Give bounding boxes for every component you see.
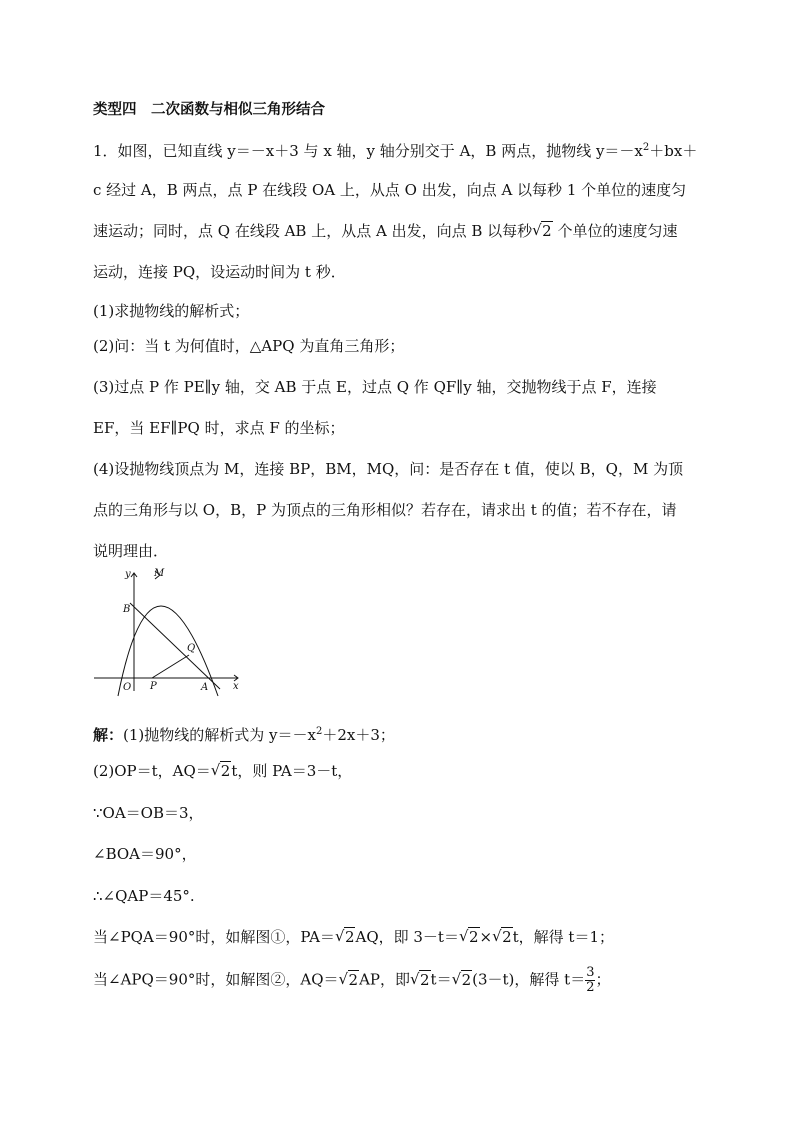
label-a: A xyxy=(201,682,209,693)
text: AP，即 xyxy=(359,970,410,989)
radicand: 2 xyxy=(420,970,430,989)
question-4-line-1: (4)设抛物线顶点为 M，连接 BP，BM，MQ，问：是否存在 t 值，使以 B，Q，M 为顶 xyxy=(93,460,684,478)
label-p: P xyxy=(150,681,157,692)
label-y: y xyxy=(125,569,131,580)
question-1: (1)求抛物线的解析式； xyxy=(93,302,250,320)
sqrt xyxy=(452,967,473,993)
radicand: 2 xyxy=(461,970,472,989)
section-heading: 类型四 二次函数与相似三角形结合 xyxy=(93,102,325,118)
sqrt xyxy=(410,967,431,993)
text: t，则 PA＝3－t， xyxy=(231,762,353,780)
question-3-line-1: (3)过点 P 作 PE∥y 轴，交 AB 于点 E，过点 Q 作 QF∥y 轴，交抛物线于点 F，连接 xyxy=(93,378,657,396)
text: (2)OP＝t，AQ＝ xyxy=(93,762,211,780)
question-4-line-3: 说明理由． xyxy=(93,542,169,560)
label-o: O xyxy=(123,682,132,693)
question-4-line-2: 点的三角形与以 O，B，P 为顶点的三角形相似？若存在，请求出 t 的值；若不存在，请 xyxy=(93,501,677,519)
solution-line-3: ∵OA＝OB＝3， xyxy=(93,804,204,822)
question-2: (2)问：当 t 为何值时，△APQ 为直角三角形； xyxy=(93,337,405,355)
solution-label: 解： xyxy=(93,726,124,744)
text: t，解得 t＝1； xyxy=(512,928,615,946)
text: (3－t)，解得 t＝ xyxy=(472,970,586,989)
radicand: 2 xyxy=(502,928,512,946)
text: AQ，即 3－t＝ xyxy=(355,928,459,946)
label-m: M xyxy=(154,568,165,579)
fraction xyxy=(585,966,595,995)
radicand: 2 xyxy=(542,222,552,240)
superscript: 2 xyxy=(315,726,323,737)
problem-line-3 xyxy=(93,221,677,241)
solution-line-7 xyxy=(93,966,611,995)
line-ab xyxy=(130,603,220,689)
text: t＝ xyxy=(430,970,452,989)
label-q: Q xyxy=(187,643,196,654)
solution-line-5: ∴∠QAP＝45°. xyxy=(93,887,195,905)
radicand: 2 xyxy=(344,928,355,946)
sqrt xyxy=(339,967,360,993)
text: 速运动；同时，点 Q 在线段 AB 上，从点 A 出发，向点 B 以每秒 xyxy=(93,222,533,240)
superscript: 2 xyxy=(642,142,650,153)
solution-line-2 xyxy=(93,761,352,781)
text: ； xyxy=(595,970,611,989)
text: 当∠APQ＝90°时，如解图②，AQ＝ xyxy=(93,970,339,989)
problem-line-2: c 经过 A，B 两点，点 P 在线段 OA 上，从点 O 出发，向点 A 以每秒 1 个单位的速度匀 xyxy=(93,181,687,199)
numerator: 3 xyxy=(586,965,595,980)
text: ＋bx＋ xyxy=(649,142,698,160)
sqrt xyxy=(211,761,232,781)
text: 1．如图，已知直线 y＝－x＋3 与 x 轴，y 轴分别交于 A，B 两点，抛物线 y＝－x xyxy=(93,142,643,160)
text: × xyxy=(479,928,493,946)
problem-line-4: 运动，连接 PQ，设运动时间为 t 秒． xyxy=(93,263,346,281)
sqrt xyxy=(335,927,356,947)
geometry-figure xyxy=(92,563,252,699)
sqrt xyxy=(459,927,480,947)
solution-line-1 xyxy=(93,722,395,745)
label-x: x xyxy=(233,681,239,692)
text: (1)抛物线的解析式为 y＝－x xyxy=(123,726,316,744)
segment-pq xyxy=(152,655,189,678)
denominator: 2 xyxy=(586,980,595,995)
solution-line-4: ∠BOA＝90°， xyxy=(93,845,197,863)
radicand: 2 xyxy=(468,928,479,946)
radicand: 2 xyxy=(348,970,359,989)
sqrt xyxy=(492,927,513,947)
text: 当∠PQA＝90°时，如解图①，PA＝ xyxy=(93,928,335,946)
question-3-line-2: EF，当 EF∥PQ 时，求点 F 的坐标； xyxy=(93,419,345,437)
problem-line-1 xyxy=(93,138,697,161)
radicand: 2 xyxy=(220,762,231,780)
label-b: B xyxy=(123,604,131,615)
text: ＋2x＋3； xyxy=(322,726,395,744)
solution-line-6 xyxy=(93,927,614,947)
text: 个单位的速度匀速 xyxy=(552,222,678,240)
sqrt xyxy=(532,221,553,241)
